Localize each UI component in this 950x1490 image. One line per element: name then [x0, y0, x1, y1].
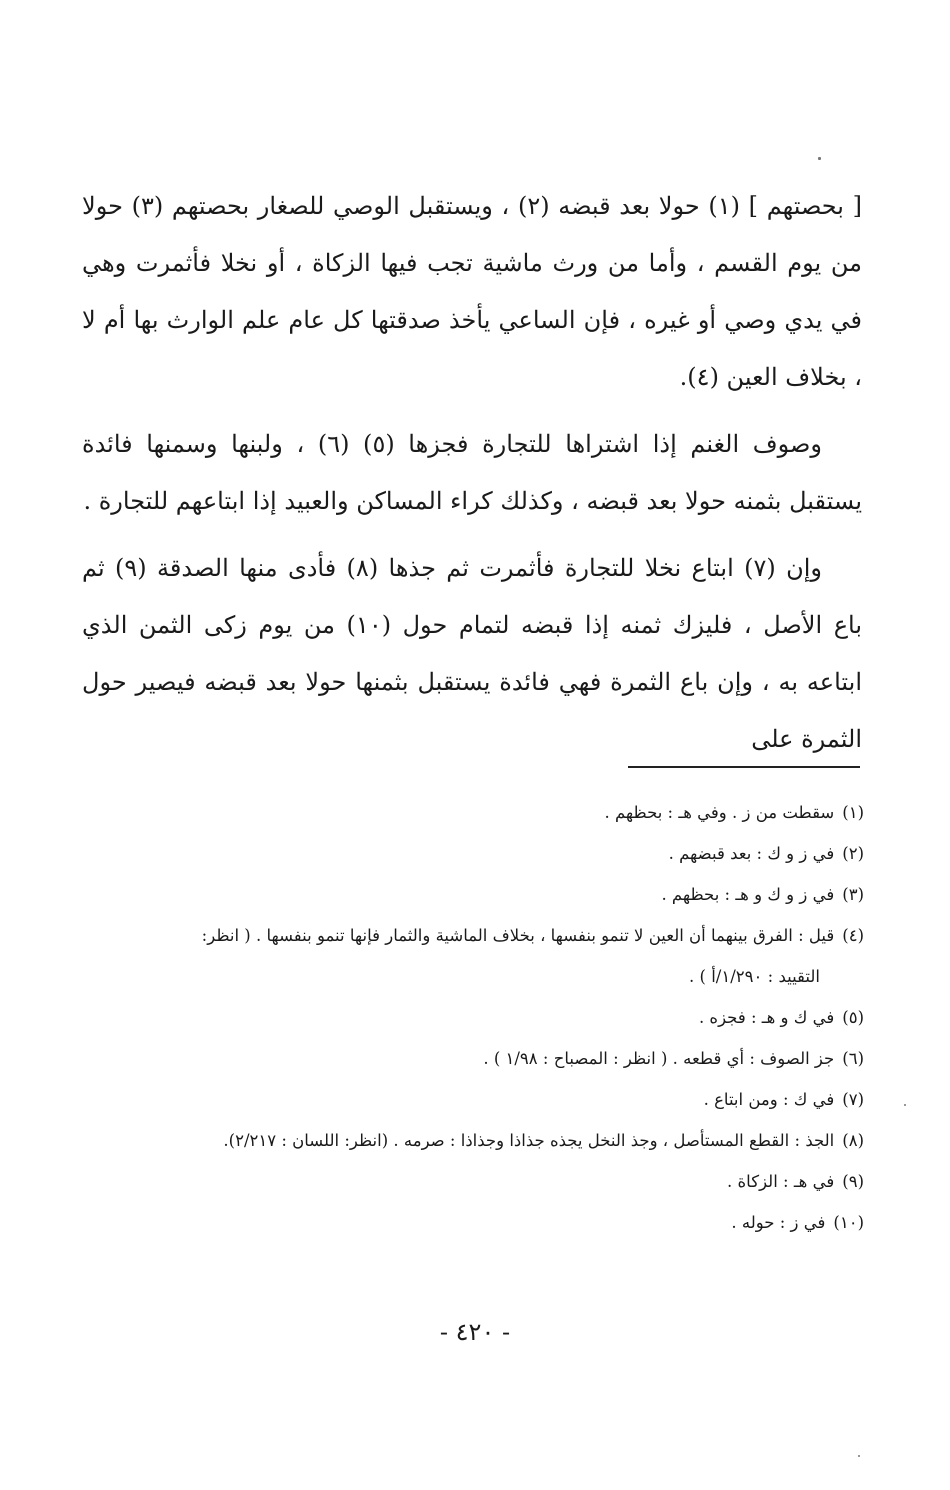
footnote-number: (٢) [842, 844, 864, 863]
paragraph-2: وصوف الغنم إذا اشتراها للتجارة فجزها (٥) (٦) ، ولبنها وسمنها فائدة يستقبل بثمنه حولا بعد قبضه ، وكذلك كراء المساكن والعبيد إذا ابتاعهم للتجارة . [82, 430, 862, 515]
footnote-3 [60, 874, 864, 915]
footnote-10 [60, 1202, 864, 1243]
footnote-text: في ك و هـ : فجزه . [698, 1008, 835, 1027]
footnote-number: (٣) [842, 885, 864, 904]
footnote-text: الجذ : القطع المستأصل ، وجذ النخل يجذه جذاذا وجذاذا : صرمه . (انظر: اللسان : ٢/٢١٧). [223, 1131, 835, 1150]
page-number: - ٤٢٠ - [439, 1318, 511, 1346]
footnotes [60, 792, 864, 1243]
footnote-text: جز الصوف : أي قطعه . ( انظر : المصباح : ١/٩٨ ) . [483, 1049, 835, 1068]
footnote-text: في ز و ك : بعد قبضهم . [668, 844, 835, 863]
footnote-7 [60, 1079, 864, 1120]
footnote-text: سقطت من ز . وفي هـ : بحظهم . [604, 803, 835, 822]
paragraph-1: [ بحصتهم ] (١) حولا بعد قبضه (٢) ، ويستقبل الوصي للصغار بحصتهم (٣) حولا من يوم القسم ، وأما من ورث ماشية تجب فيها الزكاة ، أو نخلا فأثمرت وهي في يدي وصي أو غيره ، فإن الساعي يأخذ صدقتها كل عام علم الوارث بها أم لا ، بخلاف العين (٤). [82, 192, 862, 391]
scan-speck [818, 157, 821, 160]
paragraph-3: وإن (٧) ابتاع نخلا للتجارة فأثمرت ثم جذها (٨) فأدى منها الصدقة (٩) ثم باع الأصل ، فليزك ثمنه إذا قبضه لتمام حول (١٠) من يوم زكى الثمن الذي ابتاعه به ، وإن باع الثمرة فهي فائدة يستقبل بثمنها حولا بعد قبضه فيصير حول الثمرة على [82, 554, 863, 753]
footnote-text: في ك : ومن ابتاع . [703, 1090, 835, 1109]
scan-speck [904, 1104, 906, 1106]
footnote-5 [60, 997, 864, 1038]
footnote-1 [60, 792, 864, 833]
footnote-number: (٤) [842, 926, 864, 945]
footnote-number: (٥) [842, 1008, 864, 1027]
footnote-number: (١٠) [833, 1213, 864, 1232]
footnote-text: في هـ : الزكاة . [727, 1172, 835, 1191]
footnote-8 [60, 1120, 864, 1161]
footnote-number: (٦) [842, 1049, 864, 1068]
footnote-number: (٨) [842, 1131, 864, 1150]
main-text [82, 178, 862, 768]
scan-speck [858, 1455, 860, 1457]
footnote-text: في ز : حوله . [731, 1213, 826, 1232]
footnote-separator [628, 766, 860, 768]
footnote-6 [60, 1038, 864, 1079]
footnote-number: (٩) [842, 1172, 864, 1191]
footnote-number: (٧) [842, 1090, 864, 1109]
footnote-4-continuation: التقييد : ١/٢٩٠/أ ) . [689, 967, 820, 986]
footnote-text: في ز و ك و هـ : بحظهم . [661, 885, 835, 904]
footnote-2 [60, 833, 864, 874]
footnote-number: (١) [842, 803, 864, 822]
footnote-text: قيل : الفرق بينهما أن العين لا تنمو بنفسها ، بخلاف الماشية والثمار فإنها تنمو بنفسها . ( انظر: [201, 926, 835, 945]
footnote-4 [60, 915, 864, 956]
footnote-9 [60, 1161, 864, 1202]
